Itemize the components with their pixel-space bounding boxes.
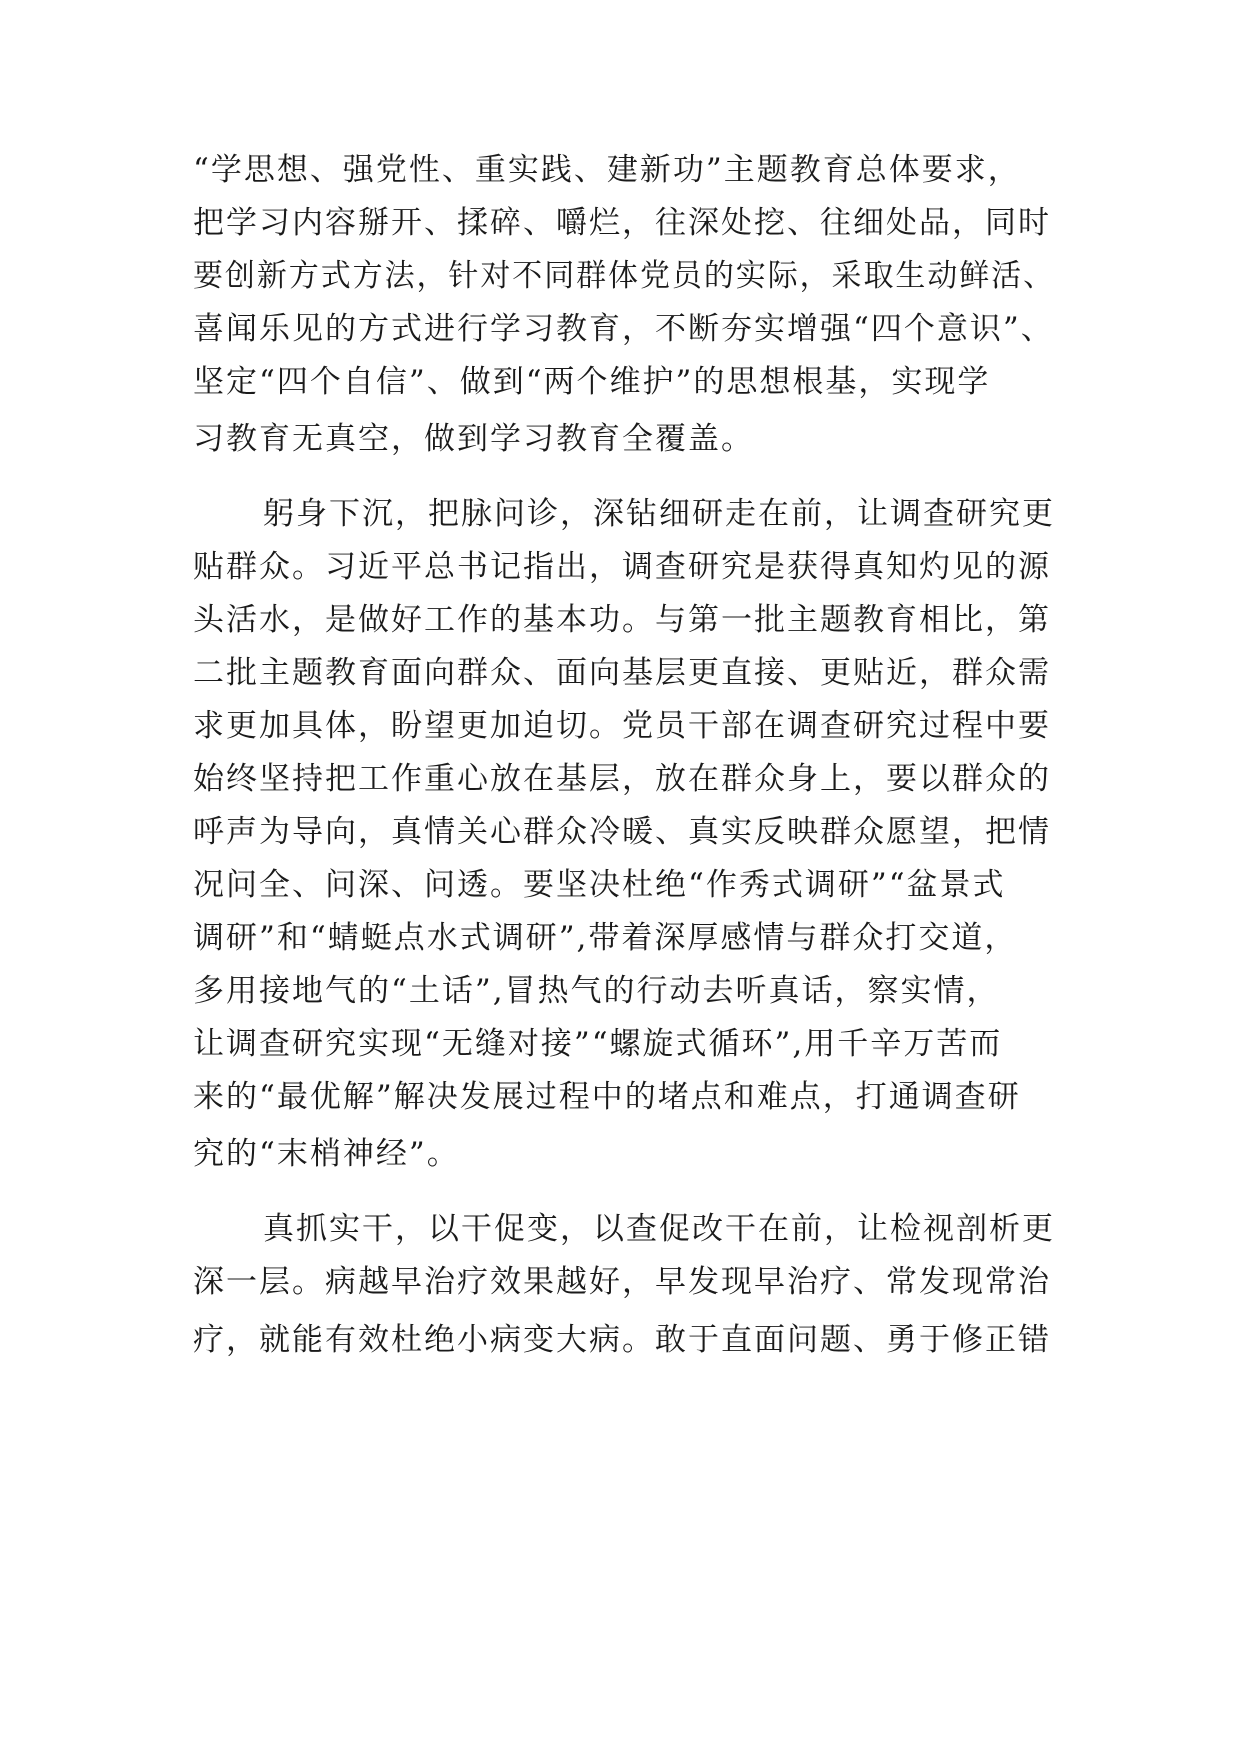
text-line: 二批主题教育面向群众、面向基层更直接、更贴近，群众需	[193, 655, 1051, 691]
paragraph-first-line: 真抓实干，以干促变，以查促改干在前，让检视剖析更	[263, 1211, 1055, 1247]
text-line: 始终坚持把工作重心放在基层，放在群众身上，要以群众的	[193, 761, 1051, 797]
text-line: 多用接地气的“土话”,冒热气的行动去听真话，察实情，	[193, 973, 1000, 1009]
text-line: 疗，就能有效杜绝小病变大病。敢于直面问题、勇于修正错	[193, 1322, 1051, 1358]
text-line: 求更加具体，盼望更加迫切。党员干部在调查研究过程中要	[193, 708, 1051, 744]
text-line: 头活水，是做好工作的基本功。与第一批主题教育相比，第	[193, 602, 1051, 638]
text-line: 究的“末梢神经”。	[193, 1136, 460, 1172]
text-line: 习教育无真空，做到学习教育全覆盖。	[193, 421, 754, 457]
text-line: 坚定“四个自信”、做到“两个维护”的思想根基，实现学	[193, 364, 991, 400]
text-line: “学思想、强党性、重实践、建新功”主题教育总体要求，	[193, 152, 1021, 188]
text-line: 深一层。病越早治疗效果越好，早发现早治疗、常发现常治	[193, 1264, 1051, 1300]
paragraph-first-line: 躬身下沉，把脉问诊，深钻细研走在前，让调查研究更	[263, 496, 1055, 532]
text-line: 调研”和“蜻蜓点水式调研”,带着深厚感情与群众打交道，	[193, 920, 1018, 956]
text-line: 让调查研究实现“无缝对接”“螺旋式循环”,用千辛万苦而	[193, 1026, 1003, 1062]
text-line: 呼声为导向，真情关心群众冷暖、真实反映群众愿望，把情	[193, 814, 1051, 850]
text-line: 贴群众。习近平总书记指出，调查研究是获得真知灼见的源	[193, 549, 1051, 585]
text-line: 来的“最优解”解决发展过程中的堵点和难点，打通调查研	[193, 1079, 1021, 1115]
text-line: 把学习内容掰开、揉碎、嚼烂，往深处挖、往细处品，同时	[193, 205, 1051, 241]
text-line: 要创新方式方法，针对不同群体党员的实际，采取生动鲜活、	[193, 258, 1056, 294]
text-line: 喜闻乐见的方式进行学习教育，不断夯实增强“四个意识”、	[193, 311, 1054, 347]
text-line: 况问全、问深、问透。要坚决杜绝“作秀式调研”“盆景式	[193, 867, 1006, 903]
